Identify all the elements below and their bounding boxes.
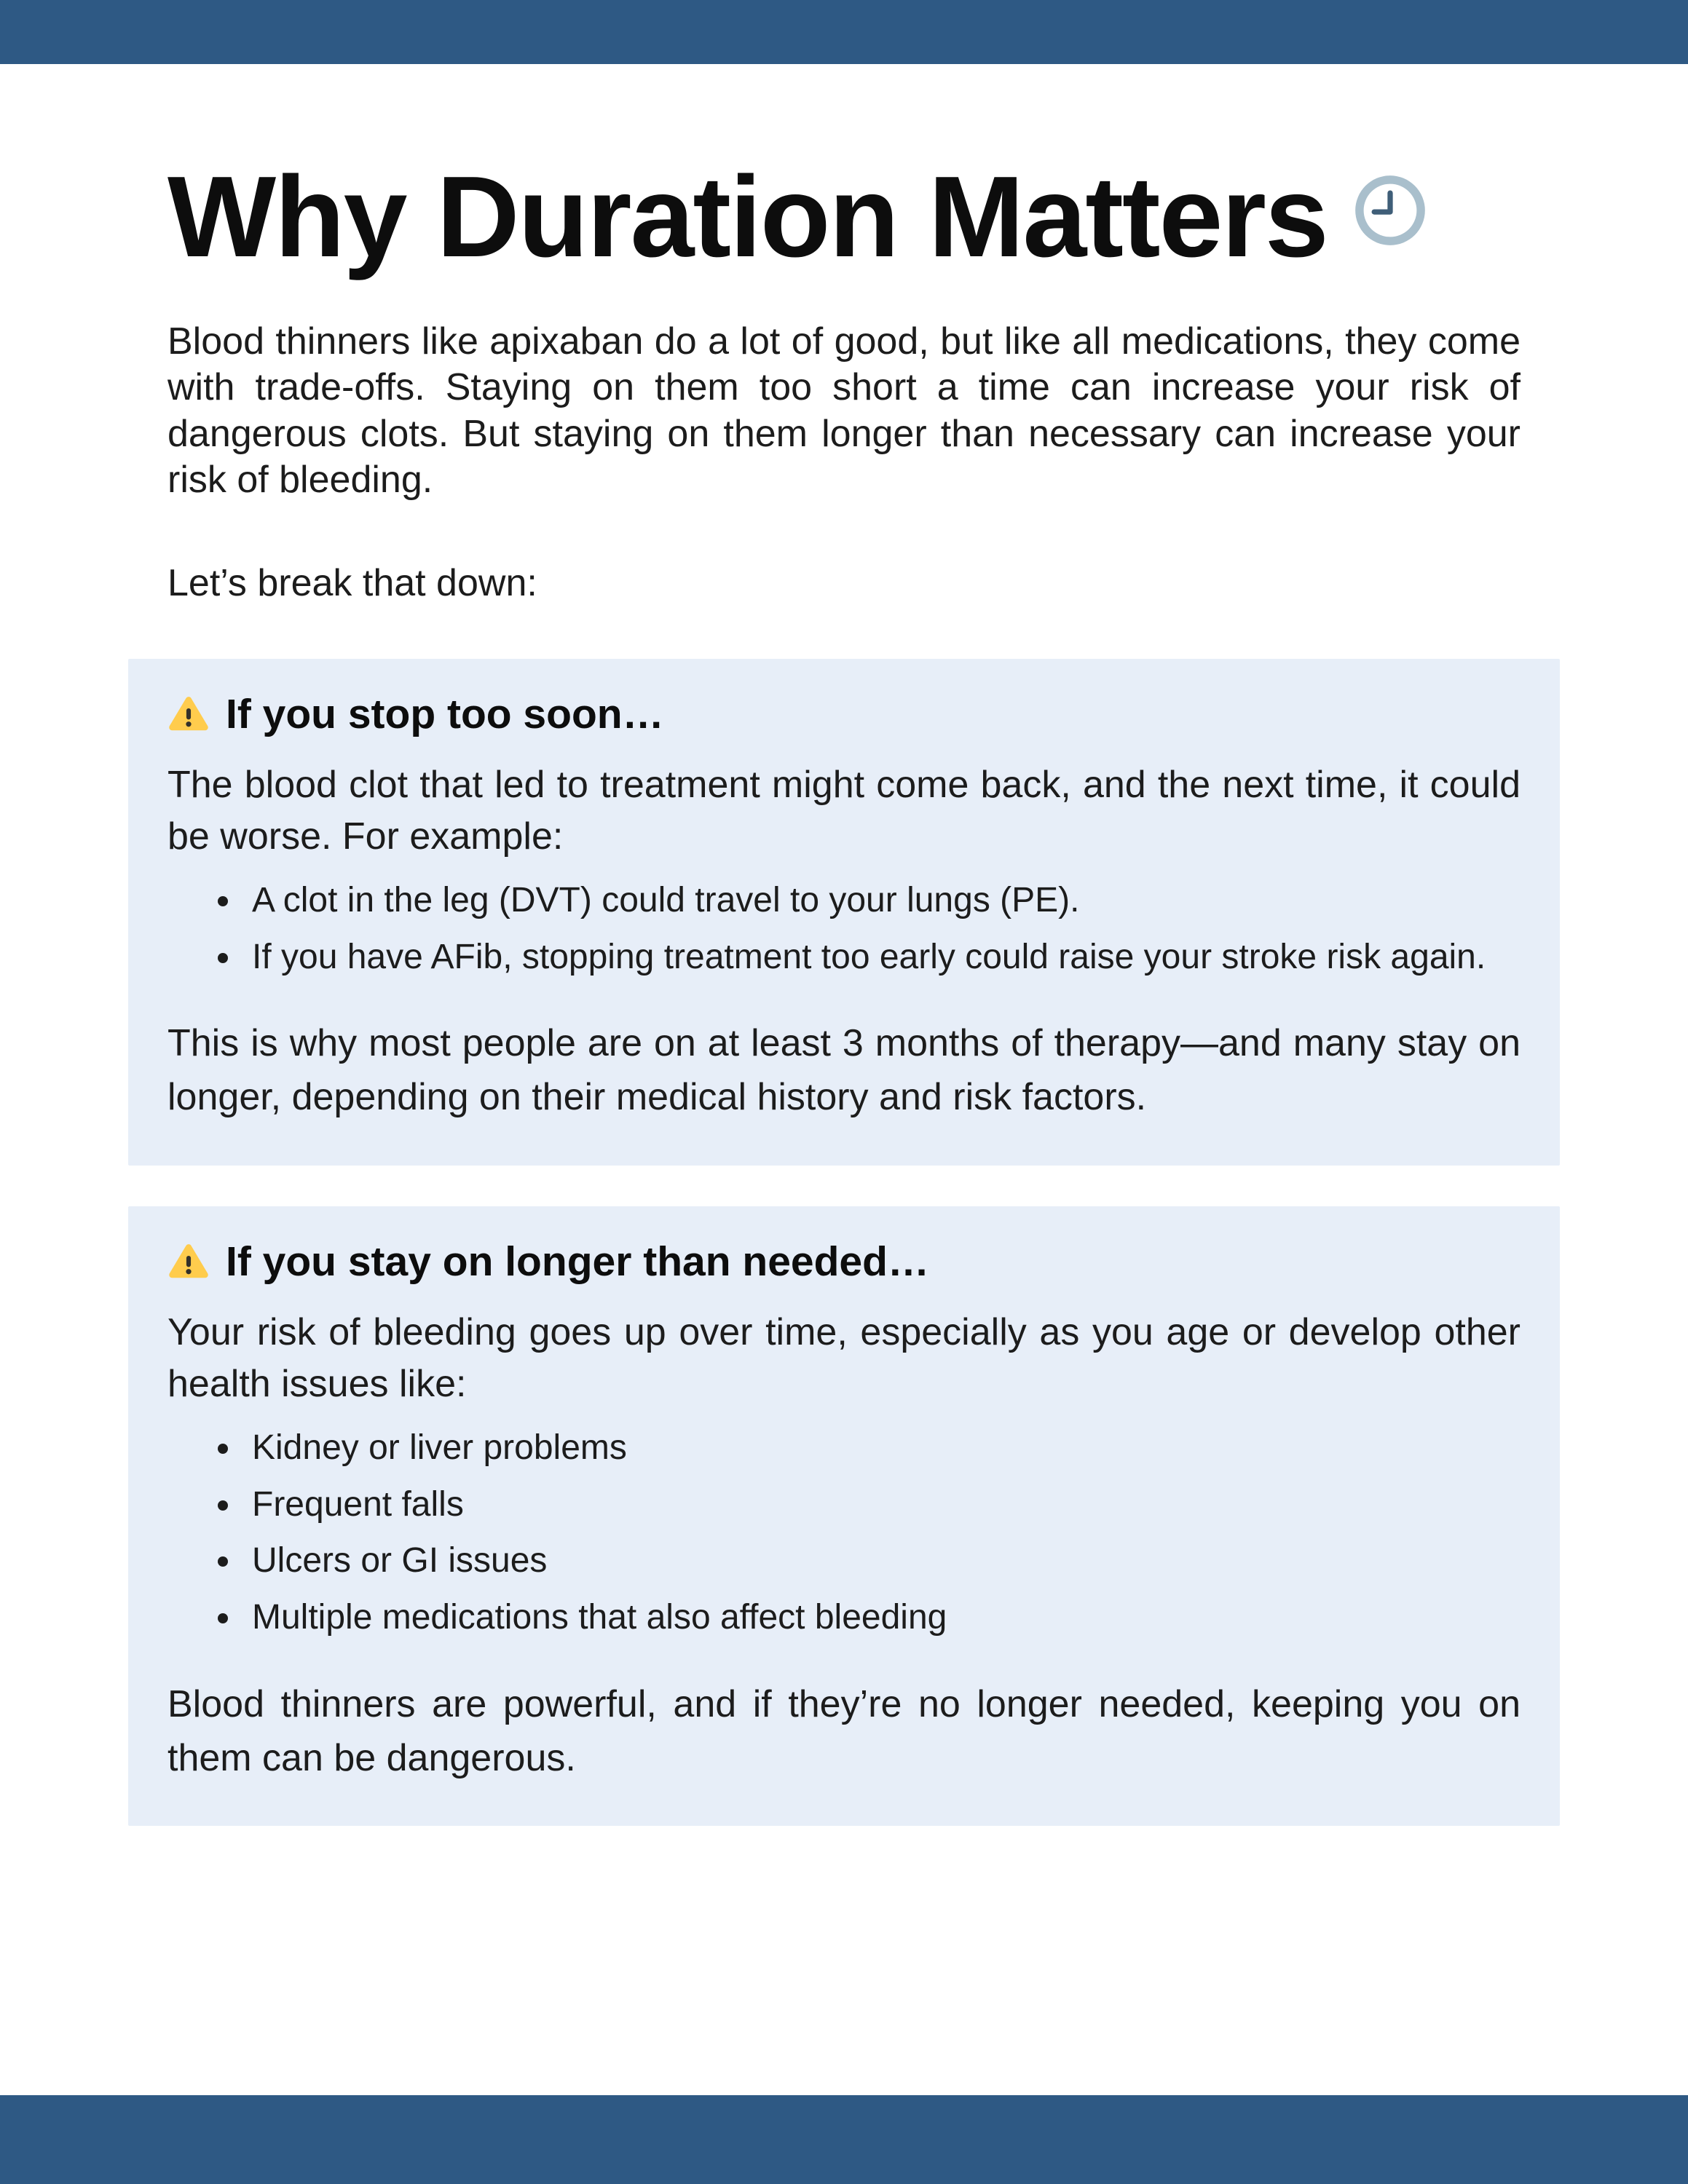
list-item: • Multiple medications that also affect bleeding xyxy=(243,1589,1521,1646)
callout-heading-stay xyxy=(167,1237,1521,1286)
callout-footer: Blood thinners are powerful, and if they’re no longer needed, keeping you on them can be dangerous. xyxy=(167,1682,1521,1779)
list-item: • Ulcers or GI issues xyxy=(243,1532,1521,1589)
callout-body: Your risk of bleeding goes up over time, especially as you age or develop other health issues like: xyxy=(167,1311,1521,1405)
callout-body: The blood clot that led to treatment might come back, and the next time, it could be worse. For example: xyxy=(167,764,1521,858)
top-border-bar xyxy=(0,0,1688,64)
callout-heading-text: If you stay on longer than needed… xyxy=(226,1238,929,1285)
warning-icon xyxy=(167,1241,210,1283)
clock-icon xyxy=(1352,173,1428,248)
list-item: • Frequent falls xyxy=(243,1476,1521,1533)
callout-heading-stop xyxy=(167,689,1521,739)
intro-paragraph: Blood thinners like apixaban do a lot of good, but like all medications, they come with trade-offs. Staying on them too short a time can increase your risk of dangerous clots. But staying on them longer than necessary can increase your risk of bleeding. xyxy=(167,320,1521,502)
bullet-list xyxy=(167,872,1521,986)
warning-icon xyxy=(167,694,210,736)
page-title: Why Duration Matters xyxy=(167,153,1328,281)
list-item: • Kidney or liver problems xyxy=(243,1420,1521,1476)
callout-footer: This is why most people are on at least 3 months of therapy—and many stay on longer, depending on their medical history and risk factors. xyxy=(167,1022,1521,1119)
lead-in-text: Let’s break that down: xyxy=(167,561,537,604)
page-content xyxy=(0,64,1688,1867)
callout-heading-text: If you stop too soon… xyxy=(226,691,664,738)
list-item: • If you have AFib, stopping treatment too early could raise your stroke risk again. xyxy=(243,929,1521,986)
callout-stay-too-long xyxy=(128,1206,1560,1826)
callout-stop-too-soon xyxy=(128,659,1560,1166)
title-row xyxy=(128,153,1560,281)
bullet-list xyxy=(167,1420,1521,1646)
list-item: • A clot in the leg (DVT) could travel to your lungs (PE). xyxy=(243,872,1521,929)
bottom-border-bar xyxy=(0,2095,1688,2184)
